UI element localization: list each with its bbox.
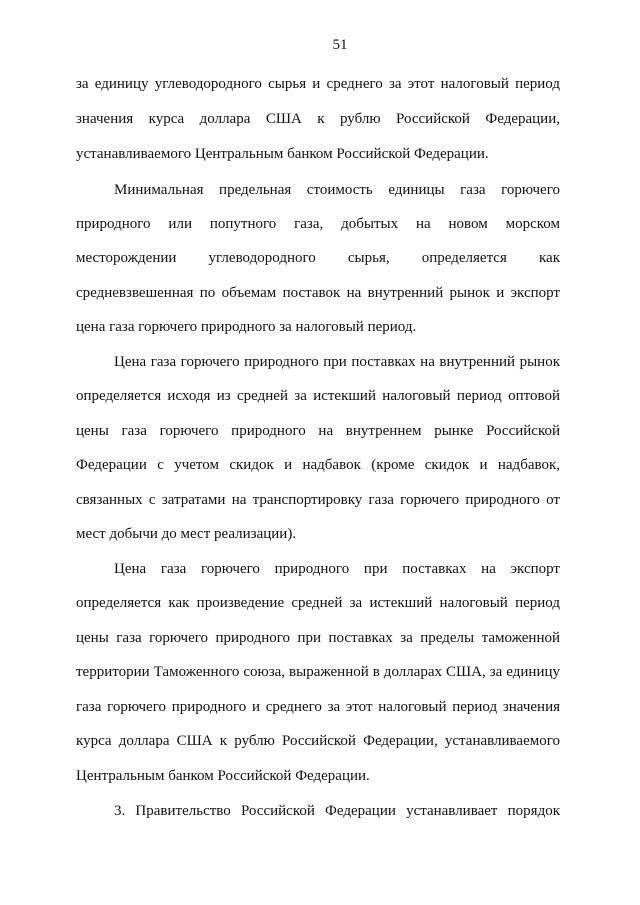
paragraph-first-line: 3. Правительство Российской Федерации устанавливает порядок	[114, 803, 560, 819]
text-line: средневзвешенная по объемам поставок на внутренний рынок и экспорт	[76, 285, 560, 301]
paragraph-first-line: Цена газа горючего природного при поставках на экспорт	[114, 561, 560, 577]
text-line: территории Таможенного союза, выраженной в долларах США, за единицу	[76, 664, 560, 680]
page-number: 51	[332, 37, 348, 53]
text-line: месторождении углеводородного сырья, определяется как	[76, 250, 560, 266]
text-line: цены газа горючего природного при поставках за пределы таможенной	[76, 630, 560, 646]
text-line: цена газа горючего природного за налоговый период.	[76, 319, 417, 335]
text-line: устанавливаемого Центральным банком Российской Федерации.	[76, 146, 489, 162]
text-line: связанных с затратами на транспортировку газа горючего природного от	[76, 492, 560, 508]
text-line: природного или попутного газа, добытых на новом морском	[76, 216, 560, 232]
text-line: мест добычи до мест реализации).	[76, 526, 297, 542]
text-line: определяется как произведение средней за истекший налоговый период	[76, 595, 560, 611]
text-line: газа горючего природного и среднего за этот налоговый период значения	[76, 699, 560, 715]
paragraph-first-line: Цена газа горючего природного при поставках на внутренний рынок	[114, 354, 560, 370]
text-line: за единицу углеводородного сырья и среднего за этот налоговый период	[76, 76, 560, 92]
text-line: значения курса доллара США к рублю Российской Федерации,	[76, 111, 560, 127]
text-line: цены газа горючего природного на внутреннем рынке Российской	[76, 423, 560, 439]
text-line: Федерации с учетом скидок и надбавок (кроме скидок и надбавок,	[76, 457, 560, 473]
text-line: определяется исходя из средней за истекший налоговый период оптовой	[76, 388, 560, 404]
text-line: Центральным банком Российской Федерации.	[76, 768, 370, 784]
text-line: курса доллара США к рублю Российской Федерации, устанавливаемого	[76, 733, 560, 749]
paragraph-first-line: Минимальная предельная стоимость единицы газа горючего	[114, 182, 560, 198]
